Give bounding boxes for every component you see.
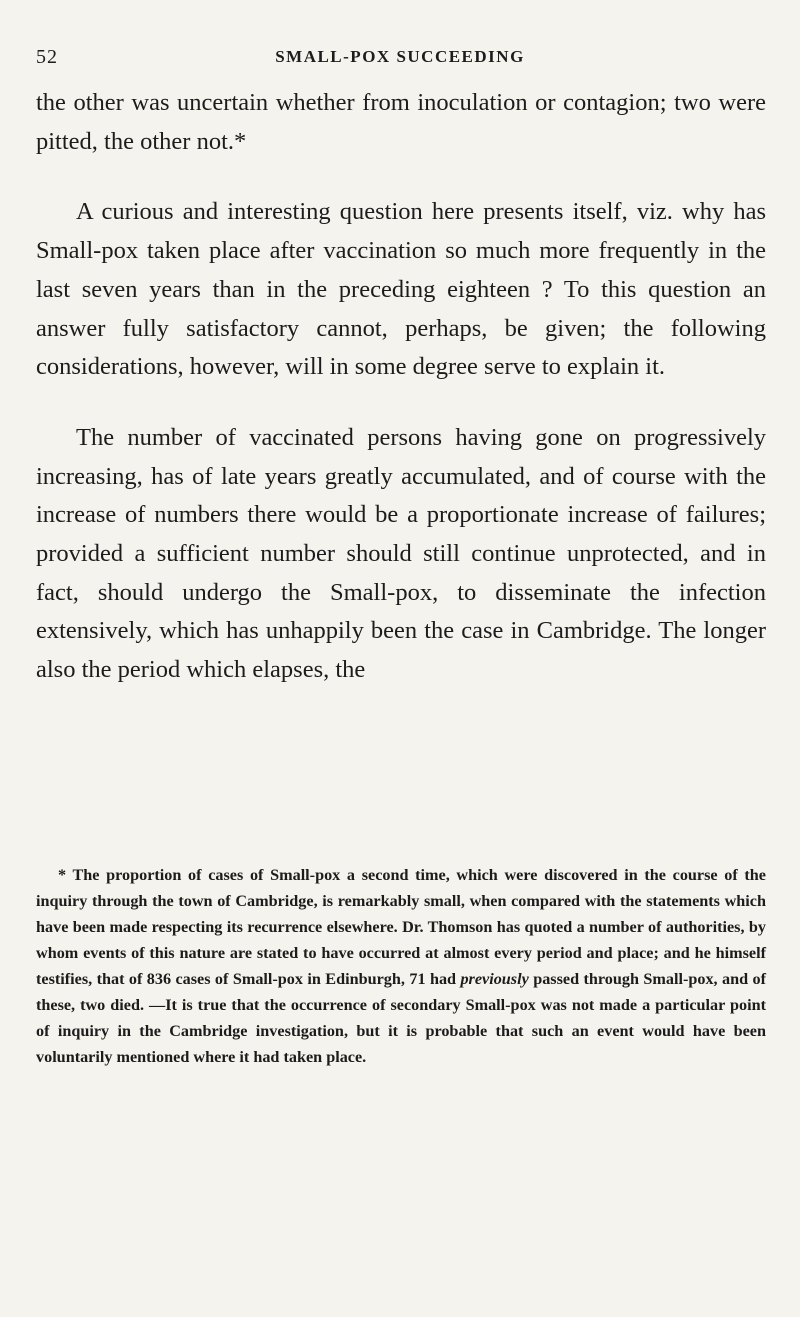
footnote-italic-word: previously (460, 970, 529, 988)
footnote-text-start: * The proportion of cases of Small-pox a second time, which were discovered in the course of the inquiry through the town of Cambridge, is remarkably small, when compared with the statements which have been made respecting its recurrence elsewhere. Dr. Thomson has quoted a number of authorities, by whom events of this nature are stated to have occurred at almost every period and place; and he himself testifies, that of 836 cases of Small-pox in Edinburgh, 71 had (36, 866, 766, 988)
page-header (36, 46, 764, 78)
footnote-text-end: passed through Small-pox, and of these, two died. —It is true that the occurrence of secondary Small-pox was not made a particular point of inquiry in the Cambridge investigation, but it is probable that such an event would have been voluntarily mentioned where it had taken place. (36, 970, 766, 1066)
paragraph-continued: the other was uncertain whether from inoculation or contagion; two were pitted, the other not.* (36, 89, 766, 155)
body-text (36, 84, 766, 690)
page-number: 52 (36, 46, 58, 68)
paragraph-question: A curious and interesting question here presents itself, viz. why has Small-pox taken place after vaccination so much more frequently in the last seven years than in the preceding eighteen ? To this question an answer fully satisfactory cannot, perhaps, be given; the following considerations, however, will in some degree serve to explain it. (36, 198, 766, 381)
paragraph-vaccinated-persons: The number of vaccinated persons having gone on progressively increasing, has of late years greatly accumulated, and of course with the increase of numbers there would be a proportionate increase of failures; provided a sufficient number should still continue unprotected, and in fact, should undergo the Small-pox, to disseminate the infection extensively, which has unhappily been the case in Cambridge. The longer also the period which elapses, the (36, 423, 766, 684)
footnote (36, 862, 766, 1070)
running-title: SMALL-POX SUCCEEDING (275, 47, 525, 66)
